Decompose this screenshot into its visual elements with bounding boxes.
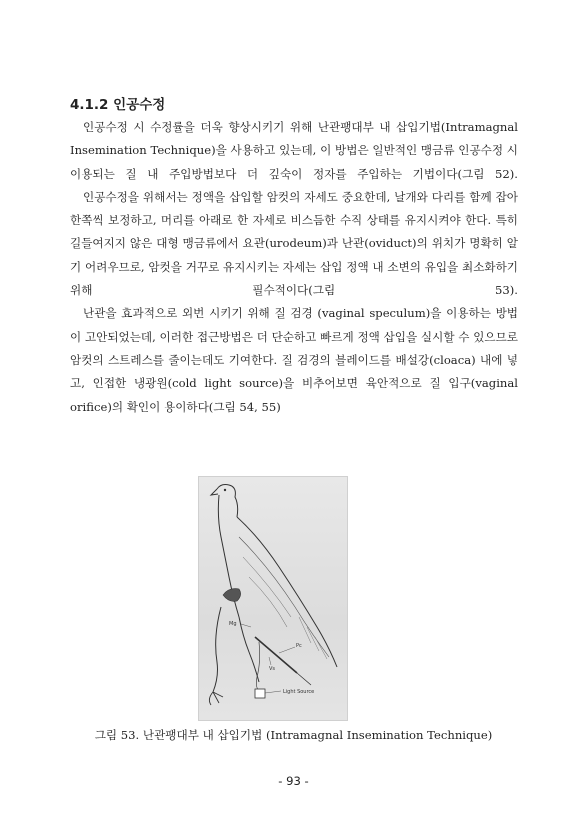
body-text — [70, 116, 518, 419]
page-number: - 93 - — [278, 774, 309, 788]
figure-caption: 그림 53. 난관팽대부 내 삽입기법 (Intramagnal Insemination Technique) — [94, 728, 493, 742]
label-light-source: Light Source — [283, 689, 315, 695]
paragraph-1: 인공수정 시 수정률을 더욱 향상시키기 위해 난관팽대부 내 삽입기법(Intramagnal Insemination Technique)을 사용하고 있는데, 이 방법은 일반적인 맹금류 인공수정 시 이용되는 질 내 주입방법보다 더 깊숙이 정자를 주입하는 기법이다(그림 52). — [70, 120, 518, 181]
paragraph-3: 난관을 효과적으로 외번 시키기 위해 질 검경 (vaginal speculum)을 이용하는 방법이 고안되었는데, 이러한 접근방법은 더 단순하고 빠르게 정액 삽입을 실시할 수 있으므로 암컷의 스트레스를 줄이는데도 기여한다. 질 검경의 블레이드를 배설강(cloaca) 내에 넣고, 인접한 냉광원(cold light source)을 비추어보면 육안적으로 질 입구(vaginal orifice)의 확인이 용이하다(그림 54, 55) — [70, 306, 518, 414]
bird-drawing — [199, 477, 347, 720]
label-vs: Vs — [269, 666, 276, 672]
paragraph-2: 인공수정을 위해서는 정액을 삽입할 암컷의 자세도 중요한데, 날개와 다리를 함께 잡아 한쪽씩 보정하고, 머리를 아래로 한 자세로 비스듬한 수직 상태를 유지시켜야 한다. 특히 길들여지지 않은 대형 맹금류에서 요관(urodeum)과 난관(oviduct)의 위치가 명확히 알기 어려우므로, 암컷을 거꾸로 유지시키는 자세는 삽입 정액 내 소변의 유입을 최소화하기 위해 필수적이다(그림 53). — [70, 189, 518, 298]
label-pc: Pc — [296, 643, 302, 649]
section-heading: 4.1.2 인공수정 — [70, 97, 166, 113]
figure-bird-illustration — [198, 476, 348, 721]
label-mg: Mg — [229, 621, 237, 627]
